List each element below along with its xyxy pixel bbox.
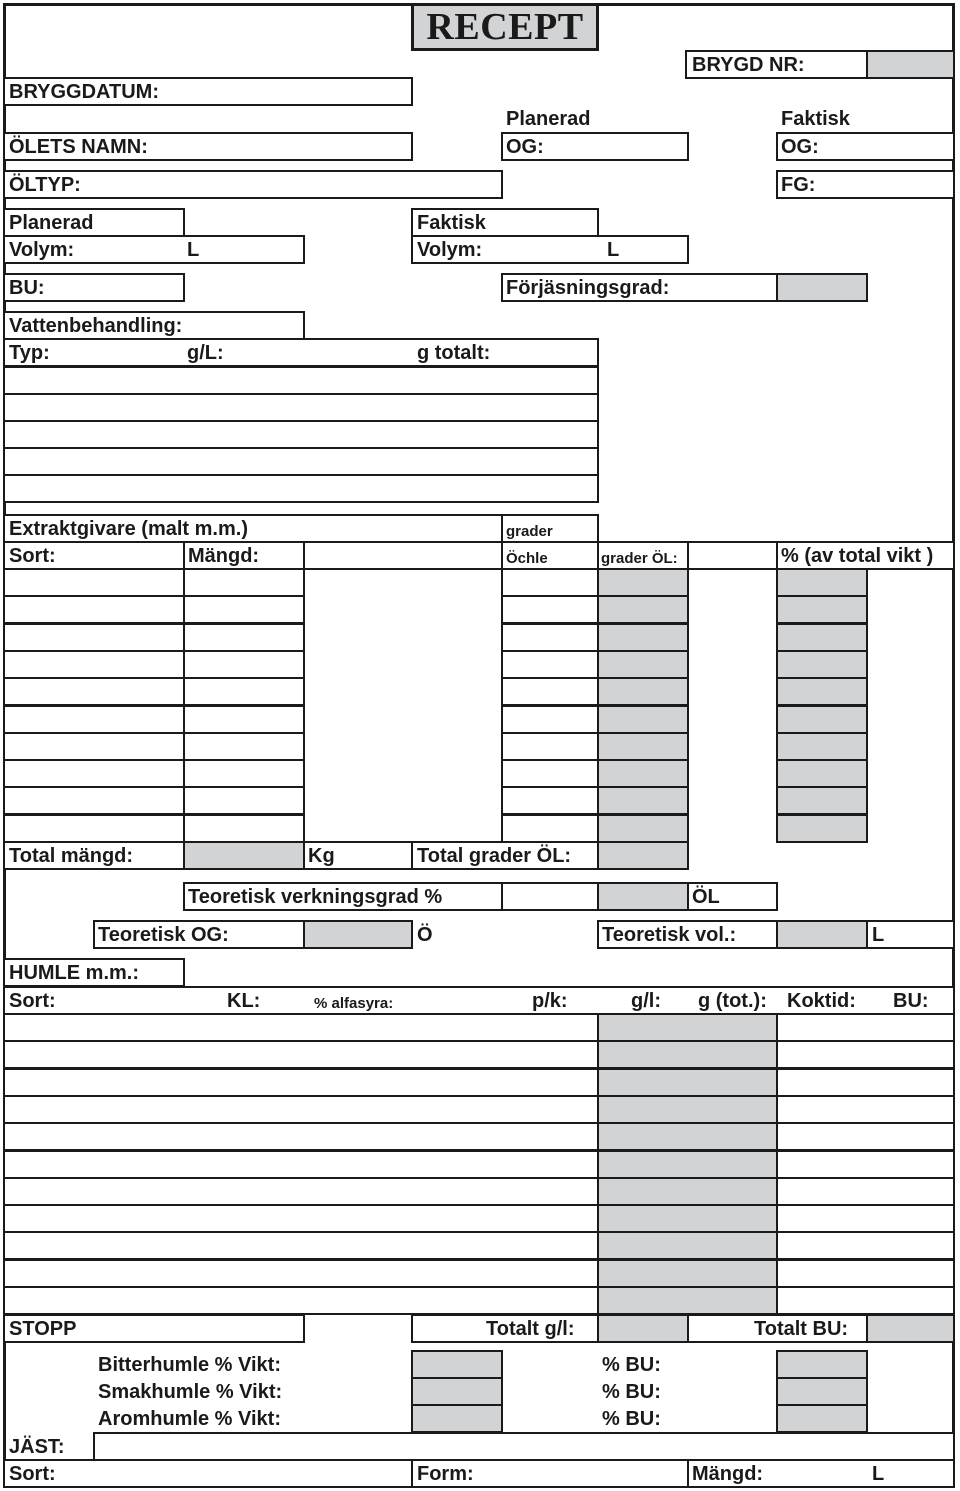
malt-col-empty [303,541,503,570]
vattenbehandling-heading: Vattenbehandling: [9,315,183,337]
hop-row-shaded-cell[interactable] [597,1150,778,1179]
malt-row-sort-cell[interactable] [3,623,185,652]
malt-row-grader-ol-cell[interactable] [597,732,689,761]
malt-row-mangd-cell[interactable] [183,677,305,706]
hop-row-end-cell[interactable] [776,1013,955,1042]
hops-kl-label: KL: [227,990,261,1012]
teoretisk-vol-unit: L [872,924,885,946]
malt-row-sort-cell[interactable] [3,595,185,624]
planerad-og-label: OG: [506,136,544,158]
hop-row-sort-cell[interactable] [3,1231,599,1260]
hop-row-shaded-cell[interactable] [597,1259,778,1288]
kg-unit: Kg [308,845,335,867]
stopp-label: STOPP [9,1318,77,1340]
jast-field[interactable] [93,1432,955,1461]
malt-row-mangd-cell[interactable] [183,759,305,788]
malt-row-mangd-cell[interactable] [183,568,305,597]
grader-heading: grader [506,523,553,540]
total-mangd-label: Total mängd: [9,845,134,867]
yeast-form-label: Form: [417,1463,474,1485]
malt-row-sort-cell[interactable] [3,568,185,597]
malt-row-grader-ol-cell[interactable] [597,786,689,815]
malt-row-pct-cell[interactable] [776,650,868,679]
hop-row-shaded-cell[interactable] [597,1177,778,1206]
humle-heading: HUMLE m.m.: [9,962,139,984]
malt-row-mangd-cell[interactable] [183,732,305,761]
malt-row-mangd-cell[interactable] [183,814,305,843]
teoretisk-og-label: Teoretisk OG: [98,924,229,946]
malt-row-sort-cell[interactable] [3,732,185,761]
bitterhumle-label: Bitterhumle % Vikt: [98,1354,281,1376]
malt-row-sort-cell[interactable] [3,759,185,788]
totalt-gl-label: Totalt g/l: [486,1318,575,1340]
malt-mangd-label: Mängd: [188,545,260,567]
bitterhumle-field[interactable] [411,1350,503,1379]
water-header-row [3,338,599,367]
jast-label: JÄST: [9,1436,65,1458]
hop-row-end-cell[interactable] [776,1204,955,1233]
malt-col-spacer [687,541,778,570]
hops-alfasyra-label: % alfasyra: [314,995,394,1012]
forjasningsgrad-field[interactable] [776,273,868,302]
yeast-sort-field[interactable] [3,1459,413,1488]
teoretisk-vol-label: Teoretisk vol.: [602,924,737,946]
hop-row-sort-cell[interactable] [3,1013,599,1042]
totalt-bu-field[interactable] [866,1314,955,1343]
malt-row-ochle-cell[interactable] [501,650,599,679]
planerad-og-heading: Planerad [506,108,591,130]
malt-row-pct-cell[interactable] [776,732,868,761]
malt-row-ochle-cell[interactable] [501,623,599,652]
hop-row-sort-cell[interactable] [3,1068,599,1097]
smakhumle-label: Smakhumle % Vikt: [98,1381,283,1403]
forjasningsgrad-label: Förjäsningsgrad: [506,277,670,299]
hop-row-sort-cell[interactable] [3,1259,599,1288]
yeast-mangd-label: Mängd: [692,1463,764,1485]
ol-unit: ÖL [692,886,720,908]
smakhumle-bu-field[interactable] [776,1377,868,1406]
aromhumle-label: Aromhumle % Vikt: [98,1408,281,1430]
brygd-nr-label: BRYGD NR: [692,54,805,76]
faktisk-volym-label: Volym: [417,239,483,261]
malt-row-pct-cell[interactable] [776,677,868,706]
total-grader-ol-label: Total grader ÖL: [417,845,572,867]
water-gl-label: g/L: [187,342,224,364]
teoretisk-verkningsgrad-label: Teoretisk verkningsgrad % [188,886,443,908]
smakhumle-field[interactable] [411,1377,503,1406]
hop-row-shaded-cell[interactable] [597,1068,778,1097]
water-row[interactable] [3,474,599,503]
aromhumle-field[interactable] [411,1404,503,1433]
faktisk-volym-heading: Faktisk [417,212,486,234]
malt-row-grader-ol-cell[interactable] [597,759,689,788]
malt-row-sort-cell[interactable] [3,786,185,815]
malt-row-sort-cell[interactable] [3,814,185,843]
water-row[interactable] [3,420,599,449]
teoretisk-verkningsgrad-field[interactable] [501,882,599,911]
malt-row-pct-cell[interactable] [776,595,868,624]
smakhumle-bu-label: % BU: [602,1381,661,1403]
malt-row-ochle-cell[interactable] [501,677,599,706]
extraktgivare-heading: Extraktgivare (malt m.m.) [9,518,248,540]
malt-row-sort-cell[interactable] [3,705,185,734]
faktisk-og-heading: Faktisk [781,108,850,130]
hop-row-sort-cell[interactable] [3,1095,599,1124]
hop-row-end-cell[interactable] [776,1040,955,1069]
malt-row-ochle-cell[interactable] [501,705,599,734]
malt-row-grader-ol-cell[interactable] [597,814,689,843]
malt-row-mangd-cell[interactable] [183,786,305,815]
malt-row-mangd-cell[interactable] [183,595,305,624]
hops-gtot-label: g (tot.): [698,990,767,1012]
hop-row-shaded-cell[interactable] [597,1013,778,1042]
planerad-volym-label: Volym: [9,239,75,261]
total-grader-ol-field[interactable] [597,841,689,870]
hops-bu-label: BU: [893,990,929,1012]
totalt-gl-field[interactable] [597,1314,689,1343]
malt-row-grader-ol-cell[interactable] [597,677,689,706]
hop-row-shaded-cell[interactable] [597,1204,778,1233]
hop-row-shaded-cell[interactable] [597,1040,778,1069]
hop-row-shaded-cell[interactable] [597,1122,778,1151]
hops-pk-label: p/k: [532,990,568,1012]
malt-row-pct-cell[interactable] [776,814,868,843]
malt-ochle-label: Öchle [506,550,548,567]
hop-row-sort-cell[interactable] [3,1177,599,1206]
planerad-volym-heading: Planerad [9,212,94,234]
fg-label: FG: [781,174,816,196]
bitterhumle-bu-field[interactable] [776,1350,868,1379]
aromhumle-bu-label: % BU: [602,1408,661,1430]
malt-row-ochle-cell[interactable] [501,732,599,761]
yeast-mangd-unit: L [872,1463,885,1485]
hops-koktid-label: Koktid: [787,990,856,1012]
water-row[interactable] [3,366,599,395]
hop-row-end-cell[interactable] [776,1122,955,1151]
hop-row-sort-cell[interactable] [3,1150,599,1179]
page-title: RECEPT [411,3,599,51]
malt-pct-label: % (av total vikt ) [781,545,934,567]
hop-row-shaded-cell[interactable] [597,1286,778,1315]
olets-namn-label: ÖLETS NAMN: [9,136,148,158]
malt-row-pct-cell[interactable] [776,568,868,597]
aromhumle-bu-field[interactable] [776,1404,868,1433]
malt-row-pct-cell[interactable] [776,786,868,815]
malt-row-mangd-cell[interactable] [183,705,305,734]
malt-row-grader-ol-cell[interactable] [597,568,689,597]
totalt-bu-label: Totalt BU: [754,1318,849,1340]
malt-row-mangd-cell[interactable] [183,650,305,679]
hop-row-sort-cell[interactable] [3,1040,599,1069]
malt-row-mangd-cell[interactable] [183,623,305,652]
yeast-sort-label: Sort: [9,1463,56,1485]
hop-row-sort-cell[interactable] [3,1286,599,1315]
malt-row-grader-ol-cell[interactable] [597,705,689,734]
bu-label: BU: [9,277,45,299]
hop-row-sort-cell[interactable] [3,1122,599,1151]
bryggdatum-label: BRYGGDATUM: [9,81,159,103]
water-typ-label: Typ: [9,342,50,364]
malt-sort-label: Sort: [9,545,56,567]
hops-sort-label: Sort: [9,990,56,1012]
hop-row-end-cell[interactable] [776,1231,955,1260]
malt-row-ochle-cell[interactable] [501,759,599,788]
brygd-nr-field[interactable] [866,50,955,79]
water-row[interactable] [3,447,599,476]
teoretisk-og-field[interactable] [303,920,413,949]
hop-row-sort-cell[interactable] [3,1204,599,1233]
malt-row-grader-ol-cell[interactable] [597,595,689,624]
teoretisk-vol-field[interactable] [776,920,868,949]
faktisk-og-label: OG: [781,136,819,158]
malt-row-grader-ol-cell[interactable] [597,623,689,652]
malt-row-ochle-cell[interactable] [501,786,599,815]
teoretisk-og-unit: Ö [417,924,433,946]
hop-row-end-cell[interactable] [776,1259,955,1288]
hop-row-shaded-cell[interactable] [597,1231,778,1260]
total-mangd-field[interactable] [183,841,305,870]
malt-row-pct-cell[interactable] [776,759,868,788]
hop-row-end-cell[interactable] [776,1095,955,1124]
malt-row-ochle-cell[interactable] [501,595,599,624]
malt-grader-ol-label: grader ÖL: [601,550,678,567]
planerad-volym-unit: L [187,239,200,261]
hops-gl-label: g/l: [631,990,661,1012]
water-row[interactable] [3,393,599,422]
hop-row-end-cell[interactable] [776,1068,955,1097]
malt-row-ochle-cell[interactable] [501,568,599,597]
bitterhumle-bu-label: % BU: [602,1354,661,1376]
malt-row-sort-cell[interactable] [3,677,185,706]
faktisk-volym-unit: L [607,239,620,261]
hop-row-end-cell[interactable] [776,1150,955,1179]
hop-row-end-cell[interactable] [776,1177,955,1206]
malt-row-grader-ol-cell[interactable] [597,650,689,679]
oltyp-label: ÖLTYP: [9,174,81,196]
water-gtotalt-label: g totalt: [417,342,491,364]
malt-row-pct-cell[interactable] [776,705,868,734]
hop-row-end-cell[interactable] [776,1286,955,1315]
malt-row-ochle-cell[interactable] [501,814,599,843]
hop-row-shaded-cell[interactable] [597,1095,778,1124]
teoretisk-verkningsgrad-ol-field[interactable] [597,882,689,911]
malt-row-pct-cell[interactable] [776,623,868,652]
malt-row-sort-cell[interactable] [3,650,185,679]
